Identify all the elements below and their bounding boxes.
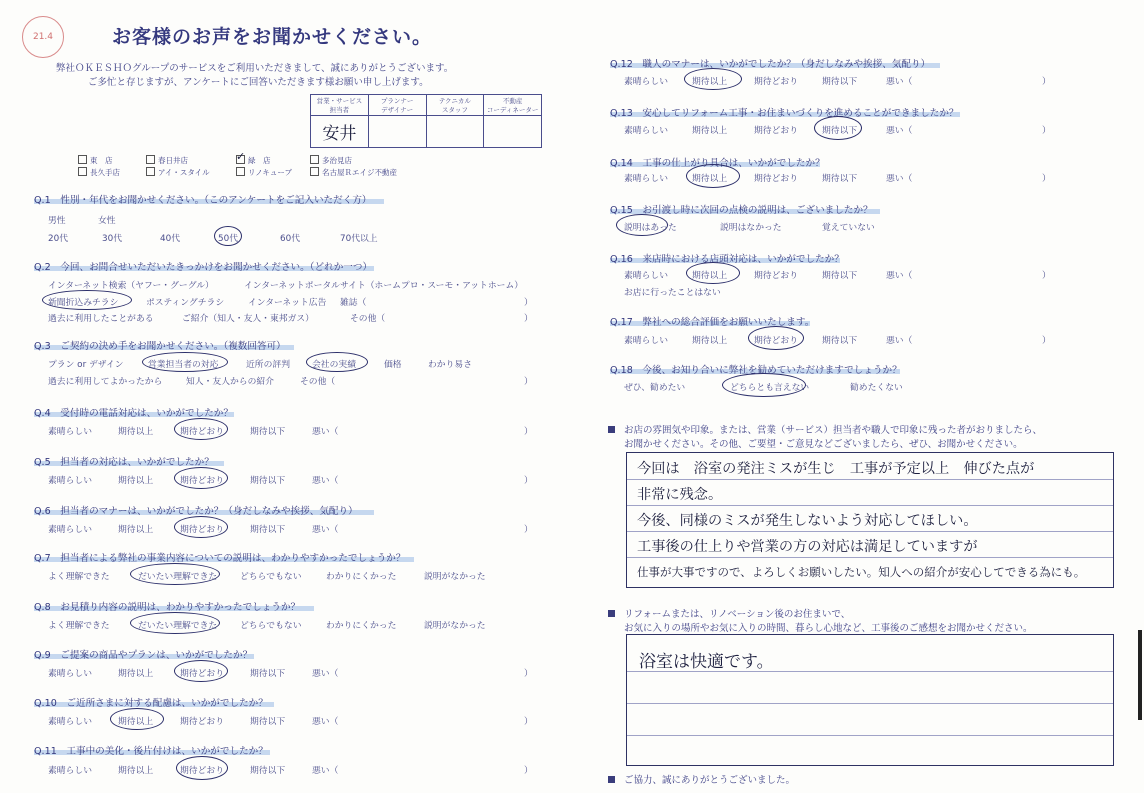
q7-option-3[interactable]: どちらでもない — [240, 572, 302, 582]
q1-gender-male[interactable]: 男性 — [48, 216, 66, 226]
q14-option-close: ） — [1042, 174, 1051, 184]
store-option-tajimi[interactable] — [310, 155, 352, 166]
q16-option-3[interactable]: 期待どおり — [754, 271, 798, 281]
q10-option-4[interactable]: 期待以下 — [250, 717, 286, 727]
q17-option-close: ） — [1042, 336, 1051, 346]
q4-option-4[interactable]: 期待以下 — [250, 427, 286, 437]
q2-option-portal[interactable]: インターネットポータルサイト（ホームプロ・スーモ・アットホーム） — [244, 281, 524, 291]
comment2-prompt-line1: リフォームまたは、リノベーション後のお住まいで、 — [624, 609, 851, 620]
q16-selected-circle — [686, 262, 740, 284]
comment1-line-2: 非常に残念。 — [637, 487, 723, 503]
q10-option-2[interactable]: 期待以上 — [118, 717, 154, 727]
q3-option-other-close: ） — [524, 377, 533, 387]
checkbox-icon — [310, 155, 319, 164]
q12-label: Q.12 職人のマナーは、いかがでしたか？（身だしなみや挨拶、気配り） — [610, 59, 931, 70]
q16-option-2[interactable]: 期待以上 — [692, 271, 728, 281]
q3-option-price[interactable]: 価格 — [384, 360, 402, 370]
store-label-kasugai: 春日井店 — [158, 156, 188, 165]
q18-selected-circle — [722, 373, 806, 397]
store-option-istyle[interactable] — [146, 167, 210, 178]
store-label-higashi: 東 店 — [90, 156, 113, 165]
q2-option-magazine[interactable]: 雑誌（ — [340, 298, 367, 308]
q4-label: Q.4 受付時の電話対応は、いかがでしたか？ — [34, 408, 233, 419]
q2-option-magazine-close: ） — [524, 298, 533, 308]
q9-option-1[interactable]: 素晴らしい — [48, 669, 92, 679]
stamp-text: 21.4 — [32, 32, 54, 42]
q12-option-close: ） — [1042, 77, 1051, 87]
q11-selected-circle — [176, 756, 228, 780]
q3-option-plan[interactable]: プラン or デザイン — [48, 360, 124, 370]
store-label-midori: 緑 店 — [248, 156, 271, 165]
q2-label: Q.2 今回、お問合せいただいたきっかけをお聞かせください。（どれか一つ） — [34, 262, 373, 273]
q14-option-1[interactable]: 素晴らしい — [624, 174, 668, 184]
q12-option-4[interactable]: 期待以下 — [822, 77, 858, 87]
q10-selected-circle — [110, 708, 164, 730]
q13-option-1[interactable]: 素晴らしい — [624, 126, 668, 136]
store-label-renocube: リノキューブ — [248, 168, 293, 177]
q7-option-4[interactable]: わかりにくかった — [326, 572, 397, 582]
staff-value-planner — [368, 116, 426, 148]
q15-option-1[interactable]: 説明はあった — [624, 223, 677, 233]
q1-age-50[interactable]: 50代 — [218, 234, 238, 244]
q2-option-referral[interactable]: ご紹介（知人・友人・東邦ガス） — [182, 314, 314, 324]
staff-header-sales-text: 営業・サービス 担当者 — [316, 97, 363, 114]
q5-option-3[interactable]: 期待どおり — [180, 476, 224, 486]
comment1-line-3: 今後、同様のミスが発生しないよう対応してほしい。 — [637, 513, 978, 529]
q3-label: Q.3 ご契約の決め手をお聞かせください。（複数回答可） — [34, 341, 286, 352]
q17-option-3[interactable]: 期待どおり — [754, 336, 798, 346]
q15-option-2[interactable]: 説明はなかった — [720, 223, 782, 233]
q11-option-1[interactable]: 素晴らしい — [48, 766, 92, 776]
q13-selected-circle — [814, 116, 862, 140]
comment1-line-1: 今回は 浴室の発注ミスが生じ 工事が予定以上 伸びた点が — [637, 461, 1035, 477]
staff-table — [310, 94, 542, 148]
q5-option-4[interactable]: 期待以下 — [250, 476, 286, 486]
q11-option-5[interactable]: 悪い（ — [312, 766, 339, 776]
q6-selected-circle — [174, 516, 228, 538]
q17-option-1[interactable]: 素晴らしい — [624, 336, 668, 346]
q3-option-past[interactable]: 過去に利用してよかったから — [48, 377, 163, 387]
q13-option-5[interactable]: 悪い（ — [886, 126, 913, 136]
q7-option-5[interactable]: 説明がなかった — [424, 572, 486, 582]
q3-option-reputation[interactable]: 近所の評判 — [246, 360, 290, 370]
q10-label: Q.10 ご近所さまに対する配慮は、いかがでしたか？ — [34, 698, 268, 709]
q9-option-2[interactable]: 期待以上 — [118, 669, 154, 679]
q4-option-1[interactable]: 素晴らしい — [48, 427, 92, 437]
q11-label: Q.11 工事中の美化・後片付けは、いかがでしたか？ — [34, 746, 268, 757]
checkbox-icon — [78, 155, 87, 164]
q8-option-1[interactable]: よく理解できた — [48, 621, 110, 631]
q18-option-2[interactable]: どちらとも言えない — [730, 383, 810, 393]
q11-option-4[interactable]: 期待以下 — [250, 766, 286, 776]
q3-option-record[interactable]: 会社の実績 — [312, 360, 356, 370]
staff-value-realestate — [484, 116, 542, 148]
q18-label: Q.18 今後、お知り合いに弊社を勧めていただけますでしょうか？ — [610, 365, 902, 376]
checkbox-icon — [310, 167, 319, 176]
q13-option-close: ） — [1042, 126, 1051, 136]
q13-option-2[interactable]: 期待以上 — [692, 126, 728, 136]
q1-age-20[interactable]: 20代 — [48, 234, 68, 244]
q11-option-3[interactable]: 期待どおり — [180, 766, 224, 776]
q11-option-close: ） — [524, 766, 533, 776]
q2-option-posting[interactable]: ポスティングチラシ — [146, 298, 225, 308]
q12-option-1[interactable]: 素晴らしい — [624, 77, 668, 87]
q8-label: Q.8 お見積り内容の説明は、わかりやすかったでしょうか？ — [34, 602, 301, 613]
comment2-answer: 浴室は快適です。 — [639, 652, 774, 672]
q1-age-40[interactable]: 40代 — [160, 234, 180, 244]
q6-label: Q.6 担当者のマナーは、いかがでしたか？（身だしなみや挨拶、気配り） — [34, 506, 358, 517]
q1-label: Q.1 性別・年代をお聞かせください。（このアンケートをご記入いただく方） — [34, 195, 372, 206]
q8-selected-circle — [130, 612, 220, 634]
q6-option-4[interactable]: 期待以下 — [250, 525, 286, 535]
q16-label: Q.16 来店時における店頭対応は、いかがでしたか？ — [610, 254, 844, 265]
q14-selected-circle — [686, 164, 740, 188]
q15-selected-circle — [616, 214, 668, 236]
intro-line-1: 弊社ＯＫＥＳＨＯグループのサービスをご利用いただきまして、誠にありがとうございます。 — [56, 63, 454, 74]
q4-selected-circle — [174, 418, 228, 440]
q12-option-3[interactable]: 期待どおり — [754, 77, 798, 87]
q12-option-2[interactable]: 期待以上 — [692, 77, 728, 87]
q3-option-friend[interactable]: 知人・友人からの紹介 — [186, 377, 274, 387]
store-label-istyle: アイ・スタイル — [158, 168, 210, 177]
q7-label: Q.7 担当者による弊社の事業内容についての説明は、わかりやすかったでしょうか？ — [34, 553, 406, 564]
store-option-kasugai[interactable] — [146, 155, 188, 166]
staff-header-planner — [368, 95, 426, 116]
q16-option-1[interactable]: 素晴らしい — [624, 271, 668, 281]
store-option-nagakute[interactable] — [78, 167, 120, 178]
staff-header-realestate — [484, 95, 542, 116]
checkbox-icon — [78, 167, 87, 176]
q2-option-netad[interactable]: インターネット広告 — [248, 298, 327, 308]
check-mark-icon: ✓ — [236, 150, 246, 163]
q14-label: Q.14 工事の仕上がり具合は、いかがでしたか？ — [610, 158, 825, 169]
q16-option-none[interactable]: お店に行ったことはない — [624, 288, 721, 298]
q6-option-5[interactable]: 悪い（ — [312, 525, 339, 535]
q12-option-5[interactable]: 悪い（ — [886, 77, 913, 87]
comment-bullet-icon — [608, 610, 615, 617]
q5-option-1[interactable]: 素晴らしい — [48, 476, 92, 486]
q8-option-2[interactable]: だいたい理解できた — [138, 621, 218, 631]
store-option-realestate[interactable] — [310, 167, 397, 178]
comment2-prompt-line2: お気に入りの場所やお気に入りの時間、暮らし心地など、工事後のご感想をお聞かせください。 — [624, 623, 1033, 634]
q16-option-5[interactable]: 悪い（ — [886, 271, 913, 281]
staff-header-planner-text: プランナー デザイナー — [380, 97, 414, 114]
q2-option-search[interactable]: インターネット検索（ヤフー・グーグル） — [48, 281, 214, 291]
store-label-nagakute: 長久手店 — [90, 168, 120, 177]
q2-option-flyer[interactable]: 新聞折込みチラシ — [48, 298, 119, 308]
thanks-text: ご協力、誠にありがとうございました。 — [624, 775, 796, 786]
q16-option-close: ） — [1042, 271, 1051, 281]
q12-selected-circle — [684, 68, 742, 90]
store-option-midori[interactable] — [236, 150, 271, 166]
staff-header-technical — [426, 95, 484, 116]
store-option-higashi[interactable] — [78, 155, 113, 166]
comment2-box[interactable] — [626, 634, 1114, 766]
store-label-realestate: 名古屋Ｒエイジ不動産 — [322, 168, 397, 177]
q8-option-3[interactable]: どちらでもない — [240, 621, 302, 631]
q13-option-4[interactable]: 期待以下 — [822, 126, 858, 136]
q1-age-60[interactable]: 60代 — [280, 234, 300, 244]
q2-option-past[interactable]: 過去に利用したことがある — [48, 314, 154, 324]
q3-option-clarity[interactable]: わかり易さ — [428, 360, 472, 370]
q4-option-3[interactable]: 期待どおり — [180, 427, 224, 437]
checkbox-icon — [236, 150, 246, 164]
checkbox-icon — [146, 167, 155, 176]
comment1-prompt-line2: お聞かせください。その他、ご要望・ご意見などございましたら、ぜひ、お聞かせください。 — [624, 439, 1023, 450]
q17-label: Q.17 弊社への総合評価をお願いいたします。 — [610, 317, 815, 328]
q4-option-5[interactable]: 悪い（ — [312, 427, 339, 437]
q14-option-5[interactable]: 悪い（ — [886, 174, 913, 184]
q1-selected-circle — [214, 226, 242, 246]
comment1-prompt-line1: お店の雰囲気や印象。または、営業（サービス）担当者や職人で印象に残った者がおりましたら、 — [624, 425, 1043, 436]
checkbox-icon — [146, 155, 155, 164]
q9-selected-circle — [174, 660, 228, 682]
date-stamp — [22, 16, 64, 58]
q18-option-1[interactable]: ぜひ、勧めたい — [624, 383, 686, 393]
q14-option-3[interactable]: 期待どおり — [754, 174, 798, 184]
q9-option-5[interactable]: 悪い（ — [312, 669, 339, 679]
scan-edge-mark — [1138, 630, 1142, 720]
q3-selected-circle-record — [306, 352, 368, 372]
q7-selected-circle — [130, 563, 220, 585]
q5-selected-circle — [174, 467, 228, 489]
q5-label: Q.5 担当者の対応は、いかがでしたか？ — [34, 457, 214, 468]
q15-label: Q.15 お引渡し時に次回の点検の説明は、ございましたか？ — [610, 205, 873, 216]
q18-option-3[interactable]: 勧めたくない — [850, 383, 903, 393]
staff-value-technical — [426, 116, 484, 148]
q10-option-5[interactable]: 悪い（ — [312, 717, 339, 727]
comment-bullet-icon — [608, 426, 615, 433]
page-title: お客様のお声をお聞かせください。 — [112, 26, 433, 48]
q9-option-3[interactable]: 期待どおり — [180, 669, 224, 679]
q5-option-2[interactable]: 期待以上 — [118, 476, 154, 486]
comment1-line-5: 仕事が大事ですので、よろしくお願いしたい。知人への紹介が安心してできる為にも。 — [637, 565, 1086, 579]
q3-option-sales[interactable]: 営業担当者の対応 — [148, 360, 219, 370]
q7-option-2[interactable]: だいたい理解できた — [138, 572, 218, 582]
intro-line-2: ご多忙と存じますが、アンケートにご回答いただきます様お願い申し上げます。 — [88, 77, 429, 88]
store-option-renocube[interactable] — [236, 167, 292, 178]
q9-option-close: ） — [524, 669, 533, 679]
staff-header-sales — [311, 95, 369, 116]
q8-option-4[interactable]: わかりにくかった — [326, 621, 397, 631]
q6-option-3[interactable]: 期待どおり — [180, 525, 224, 535]
comment1-line-4: 工事後の仕上りや営業の方の対応は満足していますが — [637, 539, 978, 555]
q10-option-1[interactable]: 素晴らしい — [48, 717, 92, 727]
q8-option-5[interactable]: 説明がなかった — [424, 621, 486, 631]
q6-option-close: ） — [524, 525, 533, 535]
q17-selected-circle — [748, 326, 804, 350]
q7-option-1[interactable]: よく理解できた — [48, 572, 110, 582]
q6-option-2[interactable]: 期待以上 — [118, 525, 154, 535]
q5-option-close: ） — [524, 476, 533, 486]
q17-option-5[interactable]: 悪い（ — [886, 336, 913, 346]
q13-label: Q.13 安心してリフォーム工事・お住まいづくりを進めることができましたか？ — [610, 108, 959, 119]
checkbox-icon — [236, 167, 245, 176]
staff-value-sales — [311, 116, 369, 148]
q16-option-4[interactable]: 期待以下 — [822, 271, 858, 281]
q1-gender-female[interactable]: 女性 — [98, 216, 116, 226]
comment1-box[interactable] — [626, 452, 1114, 588]
q5-option-5[interactable]: 悪い（ — [312, 476, 339, 486]
q11-option-2[interactable]: 期待以上 — [118, 766, 154, 776]
q13-option-3[interactable]: 期待どおり — [754, 126, 798, 136]
staff-header-technical-text: テクニカル スタッフ — [438, 97, 471, 114]
q15-option-3[interactable]: 覚えていない — [822, 223, 875, 233]
q4-option-2[interactable]: 期待以上 — [118, 427, 154, 437]
q14-option-4[interactable]: 期待以下 — [822, 174, 858, 184]
q17-option-2[interactable]: 期待以上 — [692, 336, 728, 346]
q2-option-other-close: ） — [524, 314, 533, 324]
q9-option-4[interactable]: 期待以下 — [250, 669, 286, 679]
staff-sales-name: 安井 — [322, 124, 357, 144]
thanks-bullet-icon — [608, 776, 615, 783]
q3-option-other[interactable]: その他（ — [300, 377, 336, 387]
store-label-tajimi: 多治見店 — [322, 156, 352, 165]
q10-option-close: ） — [524, 717, 533, 727]
q1-age-30[interactable]: 30代 — [102, 234, 122, 244]
q3-selected-circle-sales — [142, 352, 228, 372]
q4-option-close: ） — [524, 427, 533, 437]
staff-header-realestate-text: 不動産 コーディネーター — [486, 97, 539, 114]
q6-option-1[interactable]: 素晴らしい — [48, 525, 92, 535]
q10-option-3[interactable]: 期待どおり — [180, 717, 224, 727]
q1-age-70[interactable]: 70代以上 — [340, 234, 378, 244]
q2-option-other[interactable]: その他（ — [350, 314, 386, 324]
q17-option-4[interactable]: 期待以下 — [822, 336, 858, 346]
q9-label: Q.9 ご提案の商品やプランは、いかがでしたか？ — [34, 650, 253, 661]
q2-selected-circle — [42, 290, 132, 310]
q14-option-2[interactable]: 期待以上 — [692, 174, 728, 184]
